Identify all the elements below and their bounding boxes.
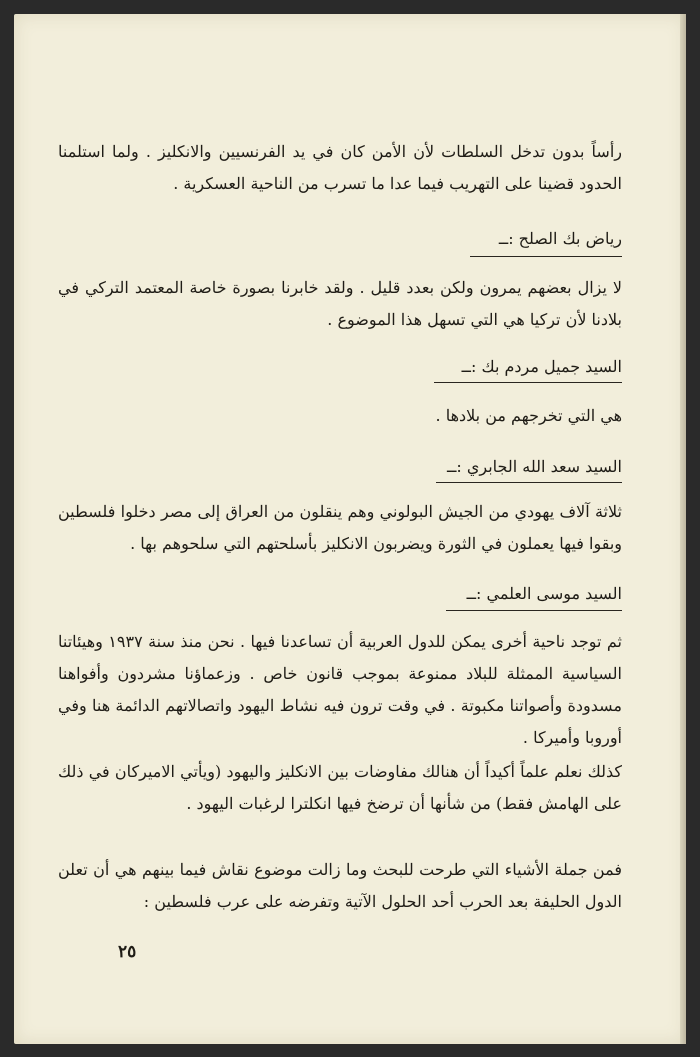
page-number: ٢٥ [118,942,137,962]
paragraph-6: كذلك نعلم علماً أكيداً أن هنالك مفاوضات بين الانكليز واليهود (ويأتي الاميركان في ذلك على الهامش فقط) من شأنها أن ترضخ فيها انكلترا لرغبات اليهود . [58,762,622,813]
paragraph-1: رأساً بدون تدخل السلطات لأن الأمن كان في يد الفرنسيين والانكليز . ولما استلمنا الحدود قضينا على التهريب فيما عدا ما تسرب من الناحية العسكرية . [58,142,622,193]
document-page [14,14,686,1044]
speaker-underline [470,256,622,257]
paragraph-4: ثلاثة آلاف يهودي من الجيش البولوني وهم ينقلون من العراق إلى مصر دخلوا فلسطين وبقوا فيها يعملون في الثورة ويضربون الانكليز بأسلحتهم التي سلحوهم بها . [58,502,623,553]
speaker-musa-alami: السيد موسى العلمي :ــ [466,584,622,603]
speaker-underline [446,610,622,611]
paragraph-3: هي التي تخرجهم من بلادها . [435,406,622,425]
speaker-jamil-mardam: السيد جميل مردم بك :ــ [461,357,622,376]
paragraph-5: ثم توجد ناحية أخرى يمكن للدول العربية أن تساعدنا فيها . نحن منذ سنة ١٩٣٧ وهيئاتنا السياسية الممثلة للبلاد ممنوعة بموجب قانون خاص . وزعماؤنا مشردون وأفواهنا مسدودة وأصواتنا مكبوتة . في وقت ترون فيه نشاط اليهود واتصالاتهم الدائمة هنا وفي أوروبا وأميركا . [58,632,623,747]
page-edge-shadow [680,14,686,1044]
speaker-underline [436,482,622,483]
paragraph-7: فمن جملة الأشياء التي طرحت للبحث وما زالت موضوع نقاش فيما بينهم هي أن تعلن الدول الحليفة بعد الحرب أحد الحلول الآتية وتفرضه على عرب فلسطين : [58,860,622,911]
paragraph-2: لا يزال بعضهم يمرون ولكن بعدد قليل . ولقد خابرنا بصورة خاصة المعتمد التركي في بلادنا لأن تركيا هي التي تسهل هذا الموضوع . [58,278,622,329]
speaker-saadallah-jabiri: السيد سعد الله الجابري :ــ [447,457,622,476]
speaker-riad-solh: رياض بك الصلح :ــ [498,229,622,248]
speaker-underline [434,382,622,383]
